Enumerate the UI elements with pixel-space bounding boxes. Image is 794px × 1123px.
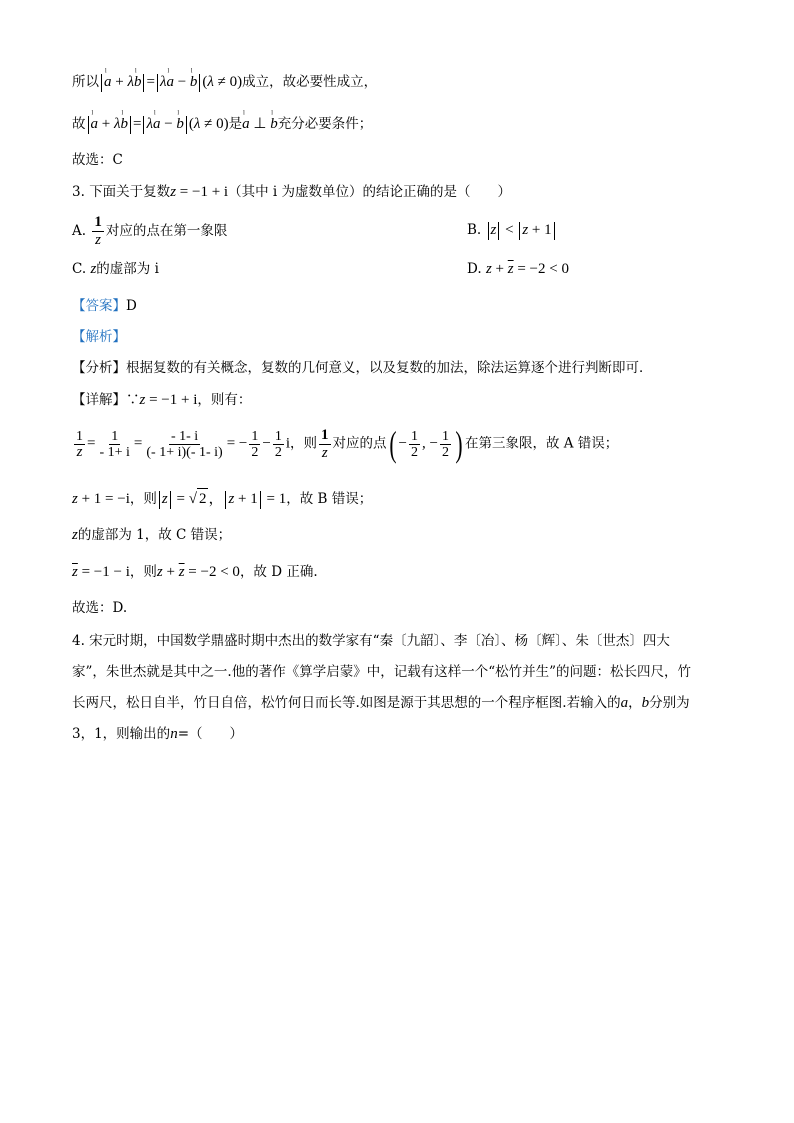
question-4-line-1: 4. 宋元时期，中国数学鼎盛时期中杰出的数学家有“秦〔九韶〕、李〔冶〕、杨〔辉〕、朱〔世杰〕四大 <box>72 633 670 649</box>
text-line-necessity: 所以 ˡ a + λˡ b = λˡ a − ˡ b (λ ≠ 0)成立，故必要性成立， <box>72 72 377 92</box>
calc-line-4: $\overline{z} = -1 - i$，则$z + \overline{z} = -2 < 0$，故 D 正确. <box>72 564 318 580</box>
calc-line-2: z + 1 = −i，则 z = √ 2 ， z + 1 = 1，故 B 错误； <box>72 488 372 509</box>
question-4-line-3: 长两尺，松日自半，竹日自倍，松竹何日而长等.如图是源于其思想的一个程序框图.若输入的a，b分别为 <box>72 695 690 711</box>
calc-line-1: $\frac{1}{z}$ = $\frac{1}{- 1+ i}$ = $\frac{- 1- i}{(- 1+ i)(- 1- i)}$ = − $\frac{1}{2}$ − $\frac{1}{2}$ i，则 $\frac{1}{z}$ 对应的点( − $\frac{1}{2}$ , − $\frac{1}{2}$ ) 在第三象限，故 A 错误； <box>76 424 619 464</box>
choice-line-2: 故选：D. <box>72 600 128 616</box>
calc-line-3: z的虚部为 1，故 C 错误； <box>72 527 232 543</box>
question-3-options-ab <box>72 214 552 249</box>
question-3-options-cd <box>72 259 569 279</box>
question-3-stem: 3. 下面关于复数z = −1 + i（其中 i 为虚数单位）的结论正确的是（ ） <box>72 184 511 200</box>
option-a: A. $\frac{1}{z}$ 对应的点在第一象限 <box>72 214 228 248</box>
question-4-line-4: 3，1，则输出的n=（ ） <box>72 726 243 742</box>
question-4-line-2: 家”，朱世杰就是其中之一.他的著作《算学启蒙》中，记载有这样一个“松竹并生”的问题：松长四尺，竹 <box>72 664 691 680</box>
choice-line-1: 故选：C <box>72 152 123 168</box>
option-d: D. $z + \overline{z} = -2 < 0$ <box>467 261 569 277</box>
option-c: C. z的虚部为 i <box>72 261 159 277</box>
analysis-summary: 【分析】根据复数的有关概念，复数的几何意义，以及复数的加法，除法运算逐个进行判断即可． <box>72 360 653 376</box>
text-line-conclusion: 故 ˡ a + λˡ b = λˡ a − ˡ b (λ ≠ 0)是ˡ a ⊥ ˡ b充分必要条件； <box>72 114 372 134</box>
detail-intro: 【详解】∵z = −1 + i，则有： <box>72 392 252 408</box>
option-b: B. z < z + 1 <box>467 220 557 240</box>
analysis-tag: 【解析】 <box>72 329 126 345</box>
answer-line: 【答案】D <box>72 298 137 314</box>
